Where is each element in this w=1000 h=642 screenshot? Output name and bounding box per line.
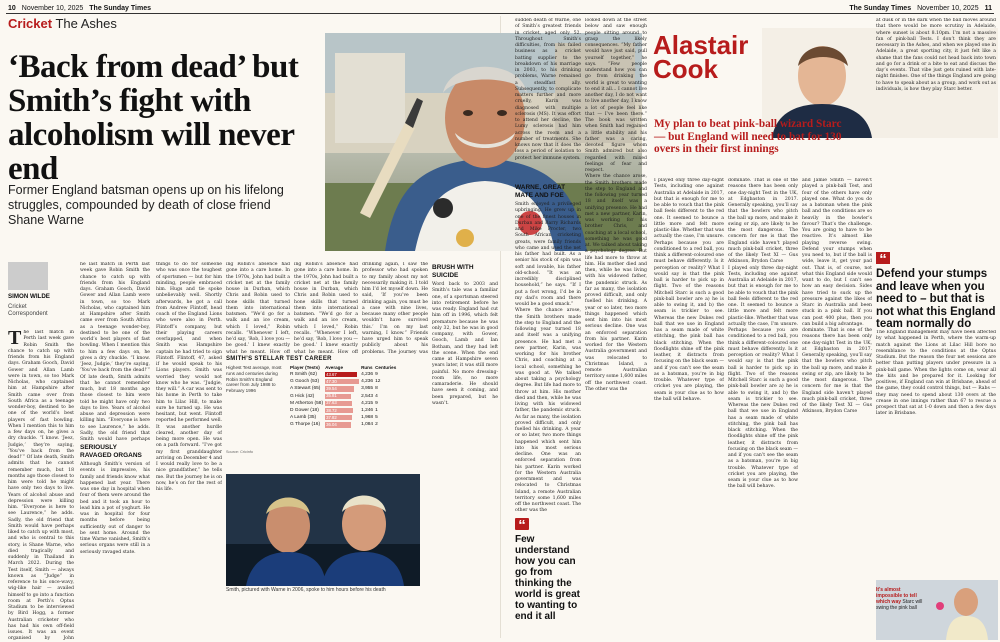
average-value: 37.82 — [326, 414, 337, 420]
column-text-2b: I played only three day-night Tests, including one against Australia at Adelaide in 2017, but that is enough for me to be able to vouch that the pink ball feels different to the red one. It seemed to bounce a little more and felt more plastic-like. Whether that was actually the case, I’m unsure. Perhaps because you are conditioned to a red ball, you think a different-coloured one must behave differently. Is it perception or reality? What I would say is that the pink ball is harder to pick up in flight. Two of the reasons Mitchell Starc is such a good pink-ball bowler are a) he is able to swing it, and b) the seam is trickier to see. Whereas the new Dukes red ball that we use in England has a seam made of white stitching, the pink ball has black stitching. When the floodlights shine off the pink leather, it distracts from focusing on the black seam — and if you can’t see the seam as a batsman, you’re in big trouble. Whatever type of cricket you are playing, the seam is your clue as to how the ball will behave. — [728, 265, 798, 490]
stats-runs: 4,236 — [361, 379, 374, 385]
average-value: 38.72 — [326, 407, 337, 413]
article-column-1 — [8, 330, 74, 640]
quote-mark-icon: “ — [515, 518, 529, 530]
article-column-8 — [515, 18, 581, 178]
stats-player: D Gower (18) — [290, 408, 319, 414]
folio-paper-left: The Sunday Times — [89, 4, 152, 12]
stats-player: A Lamb (35) — [290, 415, 317, 421]
average-value: 43.67 — [326, 371, 337, 377]
stats-centuries: 12 — [375, 379, 381, 385]
article-body-8: Where the chance arose, the Smith brothers made the step to England and the following year turned 18 and itself was a unifying presence. He had met a new partner, Karin, was working for his brother Chris, and coaching at a local school, something he was good at. We talked about taking a psychology degree. But life had more to throw at him. His mother died and then, while he was living with his widowed father, the pandemic struck. As far as many, the isolation proved difficult, and only fuelled his drinking. A year or so later, two more things happened which sent him into his most serious decline. One was an enforced separation from his partner. Karin worked for the Western Australia government and was relocated to Christmas Island, a remote Australian territory some 1,600 miles off the northwest coast. The other was the — [515, 308, 581, 514]
section-header — [8, 16, 117, 31]
stats-centuries: 2 — [375, 422, 378, 428]
average-value: 47.30 — [326, 378, 337, 384]
article-body-7: Smith enjoyed a privileged upbringing. He grew up in one of the finest houses in Durban and Barry Richards and Mike Procter, two South African cricketing greats, were family friends who came and used the net his father had built. As a senior his stock of spin was soft and lovable, his father old-school. “It was an incredibly disciplined household,” he says. “If I put a foot wrong, I’d be in my dad’s room and there would be a good smack.” — [515, 202, 581, 307]
average-value: 37.63 — [326, 400, 337, 406]
stats-source: Source: Cricinfo — [226, 450, 254, 454]
folio-date-right: November 10, 2025 — [917, 4, 979, 12]
stats-centuries: 8 — [375, 386, 378, 392]
byline-role: Cricket Correspondent — [8, 303, 48, 317]
column-body-1 — [654, 178, 724, 640]
column-pull-quote-text: Defend your stumps and leave when you need to – but that is not what this England team normally do — [876, 268, 996, 330]
article-body-2: things to do for someone who was once the toughest of sportsmen — but for him minding, people embraced him. Hugs and tie spoke unbelievably well. Shortly afterwards, he got a call from Andrew Flintoff, head coach of the England Lions who were also in Perth. Flintoff’s company, but their playing careers overlapped, and when Smith was Hampshire captain he had tried to sign Flintoff. Flintoff, 47, asked if he would speak to his Lions players. Smith was worried they would not know who he was. “Judgie, they will.” A car was sent to his home in Perth to take him to Lilac Hill, to make sure he turned up. He was hesitant, but went. Flintoff reported he performed well. It was another hurdle cleared, another day of being more open. He was on a path forward. “I’ve got my first granddaughter arriving on December 4 and I would really love to be a nice grandfather,” he tells me. But the journey he is on now, he’s on for the rest of his life. — [156, 262, 222, 492]
stats-centuries: 5 — [375, 415, 378, 421]
stats-row — [290, 371, 398, 378]
stats-average-bar — [325, 400, 361, 407]
stats-row — [290, 414, 398, 421]
column-body-3 — [802, 178, 872, 640]
smith-warne-photo — [226, 474, 420, 586]
article-column-10 — [515, 182, 581, 516]
quote-mark-icon: “ — [876, 252, 890, 264]
article-headline: ‘Back from dead’ but Smith’s fight with alcoholism will never end — [8, 49, 299, 187]
stats-intro: Highest Test average, most runs and centuries during Robin Smith’s England career from July 1988 to February 1996 — [226, 365, 282, 394]
column-pull-quote — [876, 252, 996, 331]
section-sub: The Ashes — [55, 16, 117, 31]
article-body-3b: ing Robin’s absence had gone into a care home. In the 1970s, John had built a cricket net at the family house in Durban, which Chris and Robin used to hone skills that turned them into international batsmen. “We’d go for a walk and an ice cream, which I loved,” Robin recalls. “Whenever I left, he’d say, ‘Rob, I love you — be good.’ I knew exactly what he meant. How off — [294, 262, 358, 354]
stats-centuries: 1 — [375, 408, 378, 414]
starc-caption — [876, 587, 924, 611]
stats-row — [290, 407, 398, 414]
stats-body — [290, 371, 398, 429]
page-number-right: 11 — [984, 4, 992, 12]
stats-col-centuries: Centuries — [375, 365, 397, 370]
subhead-ravaged-organs: SERIOUSLY RAVAGED ORGANS — [80, 444, 142, 459]
article-pull-quote — [515, 518, 581, 622]
folio-rule — [6, 13, 994, 14]
stats-average-bar — [325, 414, 361, 421]
stats-runs: 3,955 — [361, 386, 374, 392]
stats-player: A Stewart (65) — [290, 386, 321, 392]
column-body-2 — [728, 178, 798, 640]
stats-row — [290, 400, 398, 407]
section-name: Cricket — [8, 16, 53, 31]
stats-player: G Hick (42) — [290, 393, 315, 399]
stats-centuries: 9 — [375, 372, 378, 378]
stats-average-bar — [325, 371, 361, 378]
stats-col-runs: Runs — [361, 365, 373, 370]
stats-average-bar — [325, 378, 361, 385]
folio-date-left: November 10, 2025 — [21, 4, 84, 12]
stats-runs: 1,968 — [361, 415, 374, 421]
article-body-1-cont: he last match in Perth last week gave Robin Smith the chance to catch up with friends from his England days. Graham Gooch, David Gower and Allan Lamb were in town, so too Mark Nicholas, who captained him at Hampshire after Smith came over from South Africa as a teenage wonder-boy, destined to be one of the world’s best players of fast bowling. When I mention this to him a few days on, he gives a dry chuckle. “I know. ‘Jeez, Judgie,’ they’re saying, ‘You’ve back from the dead!’” Of late death, Smith admits that he cannot remember much, but 18 months ago those closest to him were told he might have only two days to live. Years of alcohol abuse and depression were killing him. “Everyone is here to see Laurence,” he adds. Sadly, the old friend that Smith would have perhaps — [80, 262, 150, 442]
stats-title: SMITH’S STELLAR TEST CAREER — [226, 356, 332, 362]
columnist-first-name: Alastair — [653, 30, 749, 60]
article-standfirst: Former England batsman opens up on his lifelong struggles, compounded by death of close friend Shane Warne — [8, 183, 284, 227]
stats-player: M Atherton (58) — [290, 400, 324, 406]
subhead-warne: WARNE, GREAT MATE AND FOE — [515, 184, 566, 199]
article-column-7 — [432, 262, 498, 640]
article-column-5 — [294, 262, 358, 354]
article-column-4 — [226, 262, 290, 354]
stats-row — [290, 393, 398, 400]
page-number-left: 10 — [8, 4, 16, 12]
byline — [8, 262, 62, 319]
column-text-5: The England management may have been affected by what happened in Perth, where the warm-up match against the Lions at Lilac Hill bore no resemblance to the conditions at the Optus Stadium. But the reason the four net sessions are better than putting players under pressure in a pink-ball game. When the lights come on, wear all the kits and be prepared for it. Looking for positives, if England can win at Brisbane, ahead of the game, they could control things, but — Rabs — they may need to spend about 130 overs at the crease in one innings rather than 67 to rescue a prospect that sat at 1-0 down and then a few days later in Brisbane. — [876, 330, 996, 417]
column-body-5 — [876, 330, 996, 576]
stats-runs: 1,084 — [361, 422, 374, 428]
stats-runs: 2,543 — [361, 393, 374, 399]
column-text-2: dominate. That is one of the reasons there has been only one day-night Test in the UK, at Edgbaston in 2017. Generally speaking, you’ll say that the bowlers who pitch the ball up more, and make it swing or zip, are likely to be the most dangerous. The concern for me is that the England side haven’t played much pink-ball cricket, three of the likely Test XI — Gus Atkinson, Brydon Carse — [728, 178, 798, 265]
byline-name: SIMON WILDE — [8, 293, 50, 300]
article-body-4: drinking again, I saw the professor who had spoken to my family about my not necessarily making it. I told him I’d let myself down. He said, ‘If you’ve been drinking again, you must be a case with nine lives, because many other people wouldn’t have survived this.’ I’m on my last warning, I know.” Friends have urged him to speak publicly about his problems. The journey was — [362, 262, 428, 354]
article-column-6 — [362, 262, 428, 354]
starc-caption-lead: It’s almost impossible to tell which way — [876, 587, 917, 605]
pull-quote-text: Few understand how you can go from thinking the world is great to wanting to end it all — [515, 534, 581, 622]
smith-warne-illustration — [226, 474, 420, 586]
stats-col-average: Average — [325, 365, 344, 370]
stats-runs: 1,246 — [361, 408, 374, 414]
article-column-11 — [585, 18, 647, 640]
columnist-last-name: Cook — [653, 54, 718, 84]
column-text-4: at dusk or in the dark when the ball moves around that there would be more scrutiny in Adelaide, where sunset is about 8.10pm. I’m not a massive fan of pink-ball Tests. I don’t think they are necessary in the Ashes, and when we played one in Adelaide, a great sporting city, it just felt like a shame that the fans could not head back into town and go for a drink or a bite to eat and discuss the day’s events. That vibe just gets ruined with late-night finishes. One of the things England are going to have to speak about as a group, and work out as individuals, is how they play Starc better. — [876, 18, 996, 92]
drop-cap: T — [8, 330, 22, 349]
stats-row — [290, 378, 398, 385]
average-value: 39.54 — [326, 385, 337, 391]
stats-average-bar — [325, 407, 361, 414]
article-body-1b: Although Smith’s version of events is impressive, his family and friends know what happened last year. There was one day in hospital when four of them were around the bed and it took an hour to lead him a pot of yoghurt. He was in hospital for four months before being sufficiently out of danger to be sent home. Around the time Warne vanished, Smith’s serious organs were still in a seriously ravaged state. — [80, 462, 150, 555]
stats-player: R Smith (62) — [290, 372, 317, 378]
column-headline: My plan to beat pink-ball wizard Starc — but England will need to bat for 130 overs in their first innings — [654, 118, 842, 156]
stats-player: G Gooch (53) — [290, 379, 320, 385]
article-column-2 — [80, 262, 150, 640]
average-value: 36.04 — [326, 421, 337, 427]
starc-caption-rest: Starc will swing the pink ball — [876, 599, 923, 611]
stats-row — [290, 421, 398, 428]
author-avatar — [8, 262, 48, 290]
column-body-4 — [876, 18, 996, 248]
article-body-6: sudden death of Warne, one of Smith’s greatest friends in cricket, aged only 52. Throughout Smith’s difficulties, from his failed business as a cricket batting supplier to the breakdown of his marriage in 2003, to his drinking problems, Warne remained a steadfast ally. Subsequently, to complicate matters further and more cruelly, Karin was diagnosed with multiple sclerosis (MS). It was effort to attend her decline, the Lumy sclerosis had him across the room and a number of treatments. She knows now that it does the loss a period of isolation to protect her immune system. — [515, 18, 581, 161]
folio-paper-right: The Sunday Times — [849, 4, 912, 12]
stats-average-bar — [325, 393, 361, 400]
article-column-3 — [156, 262, 222, 640]
column-text-3: and Jamie Smith — haven’t played a pink-ball Test, and four of the others have only played one. What do you do as a batsman when the pink ball and the conditions are so heavily in the bowler’s favour? That’s the challenge. You are going to have to be reactive. It’s almost like playing reverse swing. Defend your stumps when you need to, but if the ball is wide, leave it, get your pad out. That is, of course, not what this England side would want to do, but I can’t see how an easy decision. Sides have tried to suck up the pressure against the likes of Starc in Australia and been stuck in a pink ball. If you can post 400 plus, then you can build a big advantage. — [802, 178, 872, 327]
subhead-brush-with-suicide: BRUSH WITH SUICIDE — [432, 264, 474, 279]
stats-row — [290, 385, 398, 392]
article-body-3: ing Robin’s absence had gone into a care home. In the 1970s, John had built a cricket net at the family house in Durban, which Chris and Robin used to hone skills that turned them into international batsmen. “We’d go for a walk and an ice cream, which I loved,” Robin recalls. “Whenever I left, he’d say, ‘Rob, I love you — be good.’ I knew exactly what he meant. How off — [226, 262, 290, 354]
stats-average-bar — [325, 385, 361, 392]
stats-table — [290, 365, 398, 429]
article-body-1: he last match in Perth last week gave Robin Smith the chance to catch up with friends from his England days. Graham Gooch, David Gower and Allan Lamb were in town, so too Mark Nicholas, who captained him at Hampshire after Smith came over from South Africa as a teenage wonder-boy, destined to be one of the world’s best players of fast bowling. When I mention this to him a few days on, he gives a dry chuckle. “I know. ‘Jeez, Judgie,’ they’re saying, ‘You’ve back from the dead!’” Of late death, Smith admits that he cannot remember much, but 18 months ago those closest to him were told he might have only two days to live. Years of alcohol abuse and depression were killing him. “Everyone is here to see Laurence,” he adds. Sadly, the old friend that Smith would have perhaps liked to catch up with most, and who is central to this story, is Shane Warne, who died tragically and suddenly in Thailand in March 2022. During the Test itself, Smith — always known as “Judge” in reference to his once-wavy, wig-like hair — availed himself to go into a function room at Perth’s Optus Stadium to be interviewed by Bird Hogg, a former Australian cricketer who has had his own off-field issues. It was an event organised by John — [8, 330, 74, 640]
column-text-1: I played only three day-night Tests, including one against Australia at Adelaide in 2017, but that is enough for me to be able to vouch that the pink ball feels different to the red one. It seemed to bounce a little more and felt more plastic-like. Whether that was actually the case, I’m unsure. Perhaps because you are conditioned to a red ball, you think a different-coloured one must behave differently. Is it perception or reality? What I would say is that the pink ball is harder to pick up in flight. Two of the reasons Mitchell Starc is such a good pink-ball bowler are a) he is able to swing it, and b) the seam is trickier to see. Whereas the new Dukes red ball that we use in England has a seam made of white stitching, the pink ball has black stitching. When the floodlights shine off the pink leather, it distracts from focusing on the black seam — and if you can’t see the seam as a batsman, you’re in big trouble. Whatever type of cricket you are playing, the seam is your clue as to how the ball will behave. — [654, 178, 724, 402]
columnist-name — [653, 30, 763, 84]
article-body-9b: Where the chance arose, the Smith brothers made the step to England and the following year turned 18 and itself was a unifying presence. He had met a new partner, Karin, was working for his brother Chris, and coaching at a local school, something he was good at. We talked about taking a psychology degree. But life had more to throw at him. His mother died and then, while he was living with his widowed father, the pandemic struck. As far as many, the isolation proved difficult, and only fuelled his drinking. A year or so later, two more things happened which sent him into his most serious decline. One was an enforced separation from his partner. Karin worked for the Western Australia government and was relocated to Christmas Island, a remote Australian territory some 1,600 miles off the northwest coast. The other was the — [585, 174, 647, 392]
stats-runs: 4,215 — [361, 400, 374, 406]
stats-centuries: 4 — [375, 393, 378, 399]
stats-col-player: Player (Tests) — [290, 365, 320, 370]
stats-average-bar — [325, 421, 361, 428]
average-value: 35.81 — [326, 393, 337, 399]
article-body-5: Word back to 2003 and Smith’s tale was a familiar one, of a sportsman steered into retirement before he was ready. England had cut him off in 1996, which felt premature because he was only 32, but he was in good company, with Gower, Gooch, Lamb and Ian Botham, and they had left the scene. When the end came at Hampshire seven years later, it was still more painful. No more dressing-room life, no more camaraderie. He should have seen it coming, and been prepared, but he wasn’t. — [432, 282, 498, 406]
article-body-9: looked down at the street below and saw enough people sitting around to grasp the likely consequences. “My father would have just said, pull yourself together,” he says. “Few people understand how you can go from drinking the world is great to wanting to end it all… I cannot live another day, I do not want to live another day, I know a lot of people feel like that — I’ve been there.” The book was written when Smith had regained a little stability and his father was a caring, devoted figure whom Smith admired but also regarded with mixed feelings of fear and respect. — [585, 18, 647, 173]
stats-runs: 4,236 — [361, 372, 374, 378]
stats-centuries: 9 — [375, 400, 378, 406]
column-text-3b: dominate. That is one of the reasons there has been only one day-night Test in the UK, at Edgbaston in 2017. Generally speaking, you’ll say that the bowlers who pitch the ball up more, and make it swing or zip, are likely to be the most dangerous. The concern for me is that the England side haven’t played much pink-ball cricket, three of the likely Test XI — Gus Atkinson, Brydon Carse — [802, 328, 872, 415]
stats-player: G Thorpe (16) — [290, 422, 321, 428]
photo-caption: Smith, pictured with Warne in 2006, spoke to him hours before his death — [226, 587, 386, 593]
